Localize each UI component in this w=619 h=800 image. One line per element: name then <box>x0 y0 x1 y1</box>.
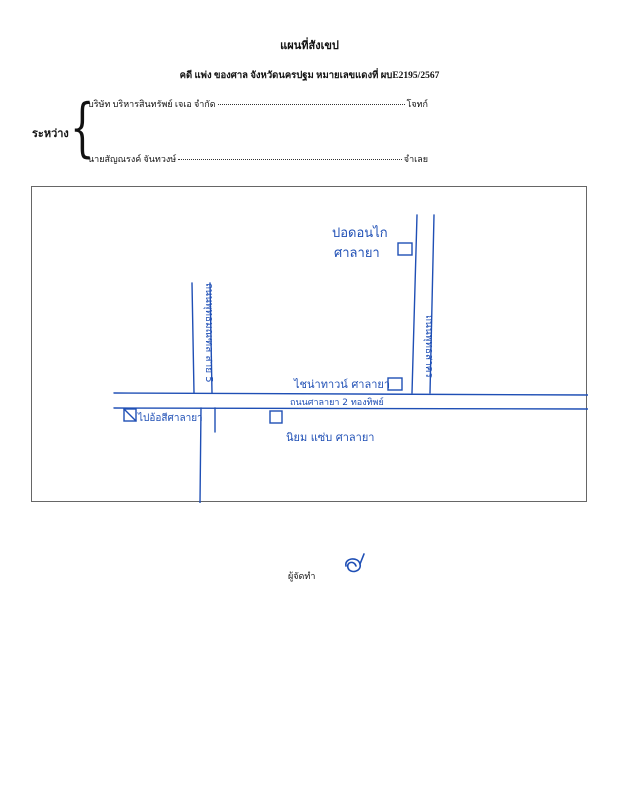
between-label: ระหว่าง <box>32 128 69 140</box>
dotted-fill <box>218 104 405 105</box>
sketch-map-drawing <box>32 187 588 503</box>
sketch-map <box>31 186 587 502</box>
right-vertical-road-label: ถนนพุทธสาคร <box>423 315 434 378</box>
main-road-bottom-edge <box>114 408 588 409</box>
plaintiff-name: บริษัท บริหารสินทรัพย์ เจเอ จำกัด <box>88 99 216 109</box>
plaintiff-role: โจทก์ <box>406 99 428 109</box>
page-title: แผนที่สังเขป <box>280 40 339 52</box>
left-place-marker-cross <box>124 409 136 421</box>
top-right-place-marker <box>398 243 412 255</box>
bottom-place-marker <box>270 411 282 423</box>
shop-marker <box>388 378 402 390</box>
defendant-line <box>88 152 428 166</box>
left-place-label: ไปอ้อสีศาลายา <box>138 413 203 424</box>
top-right-place-label-2: ศาลายา <box>334 246 380 261</box>
left-vertical-road-label: ถนนพุทธมณฑล สาย 5 <box>203 283 214 383</box>
main-road-top-edge <box>114 393 588 395</box>
signature-mark <box>340 552 370 578</box>
dotted-fill <box>178 159 402 160</box>
plaintiff-line <box>88 97 428 111</box>
maker-label: ผู้จัดทำ <box>288 571 316 581</box>
brace-symbol: { <box>70 91 95 165</box>
main-road-label: ถนนศาลายา 2 ทองทิพย์ <box>290 398 384 408</box>
defendant-role: จำเลย <box>403 154 428 164</box>
shop-label: ไชน่าทาวน์ ศาลายา <box>294 378 391 391</box>
right-road-left-edge <box>412 215 417 393</box>
bottom-place-label: นิยม แซ่บ ศาลายา <box>286 431 375 444</box>
top-right-place-label-1: ปอดอนไก <box>332 226 388 241</box>
left-road-left-edge <box>192 283 194 393</box>
case-number-line: คดี แพ่ง ของศาล จังหวัดนครปฐม หมายเลขแดงที่ ผบE2195/2567 <box>179 71 440 81</box>
defendant-name: นายสัญณรงค์ จันทวงษ์ <box>88 154 177 164</box>
